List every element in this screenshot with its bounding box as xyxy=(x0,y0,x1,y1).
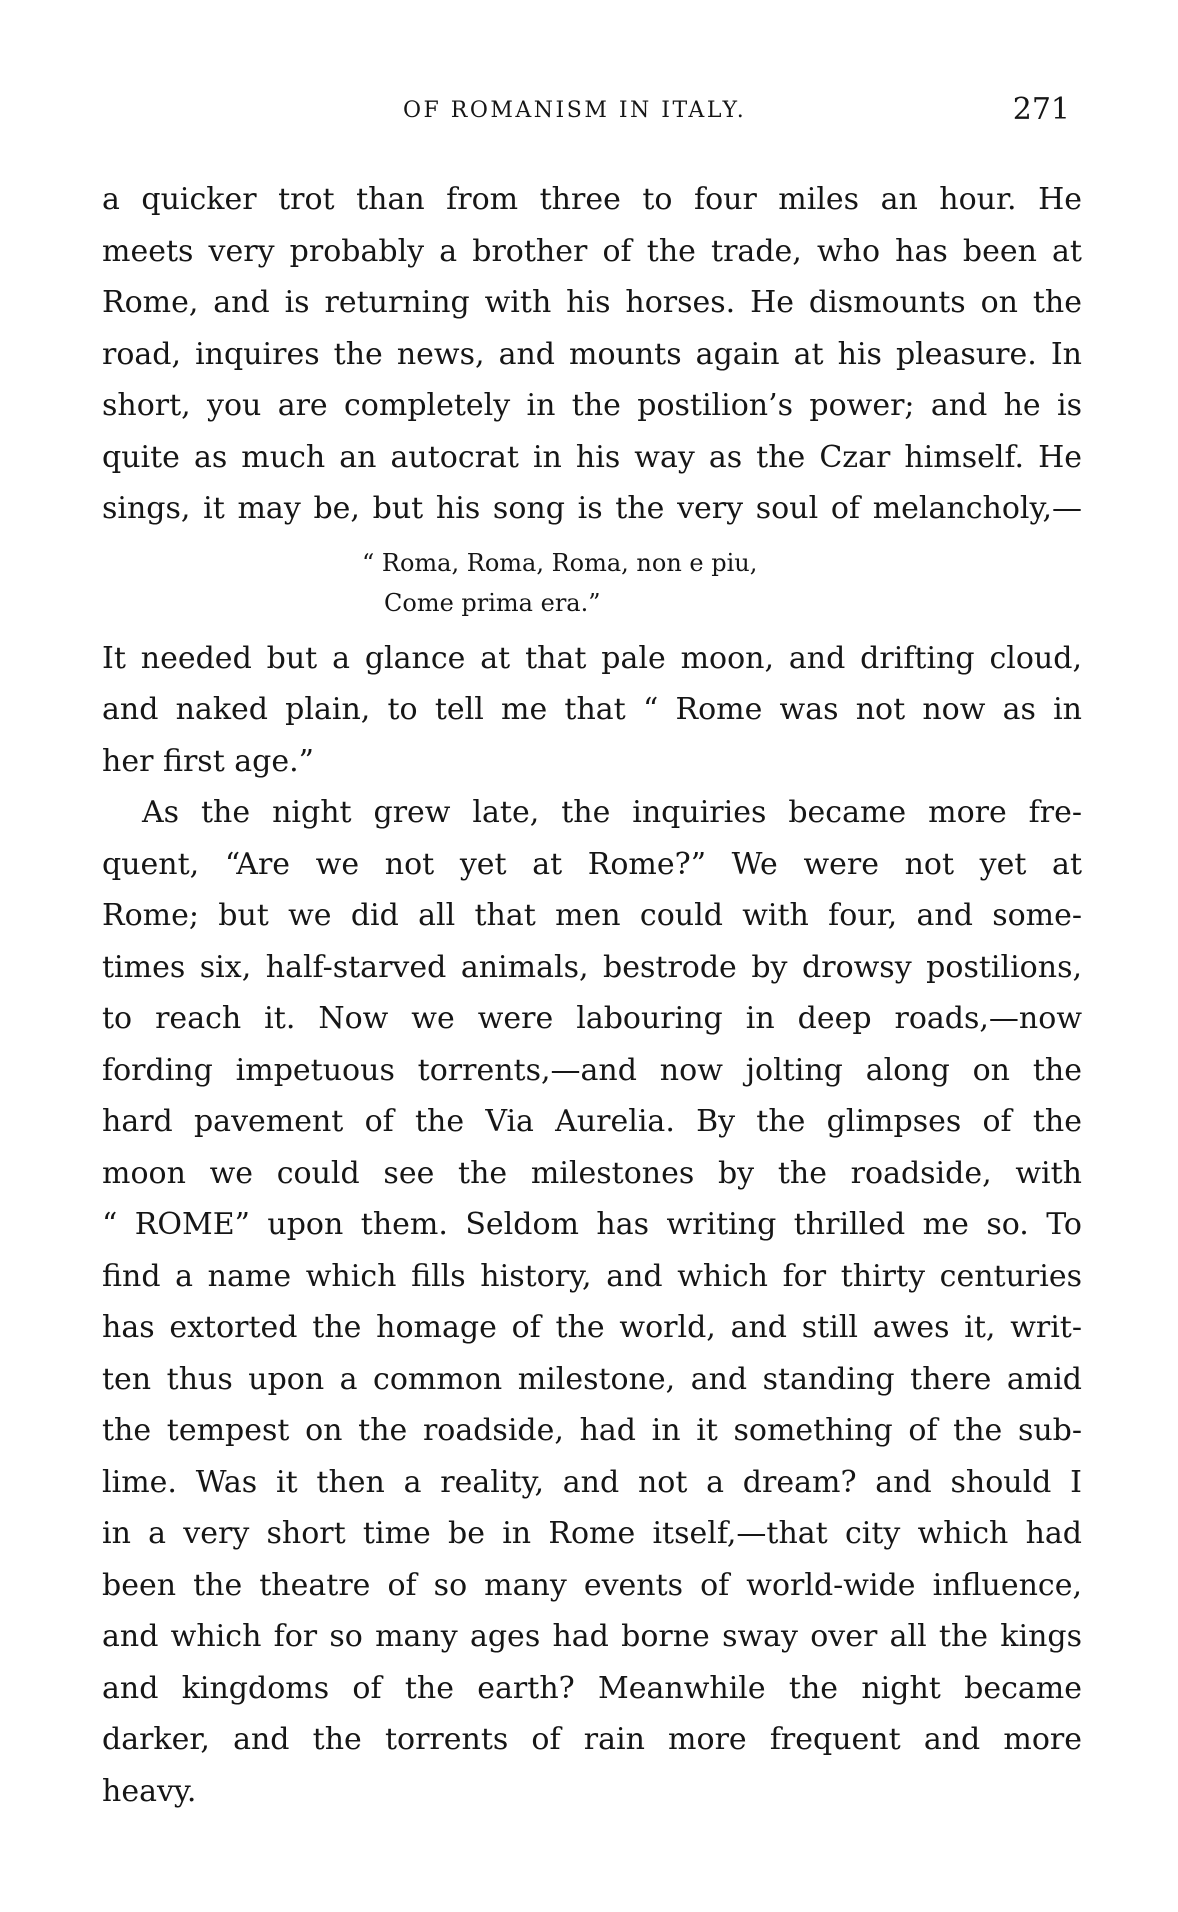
text-line: a quicker trot than from three to four miles an hour. He xyxy=(102,182,1082,217)
running-head xyxy=(100,92,1070,132)
text-line: times six, half-starved animals, bestrode by drowsy postilions, xyxy=(102,949,1082,985)
text-line: quite as much an autocrat in his way as the Czar himself. He xyxy=(102,439,1082,475)
paragraph xyxy=(102,633,1082,788)
text-line: her first age.” xyxy=(102,743,315,779)
verse-line: “ Roma, Roma, Roma, non e piu, xyxy=(362,548,758,577)
text-line: lime. Was it then a reality, and not a dream? and should I xyxy=(102,1464,1082,1500)
text-line: Rome, and is returning with his horses. He dismounts on the xyxy=(102,285,1082,320)
text-line: heavy. xyxy=(102,1773,197,1809)
text-line: has extorted the homage of the world, and still awes it, writ- xyxy=(102,1310,1082,1345)
text-line: darker, and the torrents of rain more frequent and more xyxy=(102,1722,1082,1757)
text-line: meets very probably a brother of the trade, who has been at xyxy=(102,233,1082,269)
text-line: Rome; but we did all that men could with four, and some- xyxy=(102,898,1082,933)
text-line: and which for so many ages had borne sway over all the kings xyxy=(102,1619,1082,1654)
text-line: to reach it. Now we were labouring in deep roads,—now xyxy=(102,1001,1082,1036)
text-line: sings, it may be, but his song is the very soul of melancholy,— xyxy=(102,491,1082,526)
body-text xyxy=(102,174,1082,1817)
running-title: OF ROMANISM IN ITALY. xyxy=(403,98,747,123)
text-line: find a name which fills history, and which for thirty centuries xyxy=(102,1258,1082,1294)
text-line: hard pavement of the Via Aurelia. By the glimpses of the xyxy=(102,1104,1082,1139)
text-line: short, you are completely in the postilion’s power; and he is xyxy=(102,388,1082,423)
verse-quote xyxy=(102,543,1082,623)
text-line: been the theatre of so many events of world-wide influence, xyxy=(102,1567,1082,1603)
text-line: the tempest on the roadside, had in it something of the sub- xyxy=(102,1413,1082,1448)
paragraph xyxy=(102,787,1082,1817)
text-line: and kingdoms of the earth? Meanwhile the night became xyxy=(102,1670,1082,1706)
text-line: “ ROME” upon them. Seldom has writing thrilled me so. To xyxy=(102,1207,1082,1242)
text-line: ten thus upon a common milestone, and standing there amid xyxy=(102,1361,1082,1397)
page-number: 271 xyxy=(1012,92,1070,127)
text-line: As the night grew late, the inquiries became more fre- xyxy=(142,795,1082,830)
paragraph-continued xyxy=(102,174,1082,535)
text-line: quent, “Are we not yet at Rome?” We were not yet at xyxy=(102,846,1082,882)
text-line: fording impetuous torrents,—and now jolting along on the xyxy=(102,1052,1082,1088)
text-line: and naked plain, to tell me that “ Rome was not now as in xyxy=(102,692,1082,727)
verse-line: Come prima era.” xyxy=(384,588,601,617)
text-line: road, inquires the news, and mounts again at his pleasure. In xyxy=(102,336,1082,372)
text-line: It needed but a glance at that pale moon, and drifting cloud, xyxy=(102,640,1082,676)
text-line: moon we could see the milestones by the roadside, with xyxy=(102,1155,1082,1191)
text-line: in a very short time be in Rome itself,—that city which had xyxy=(102,1516,1082,1551)
